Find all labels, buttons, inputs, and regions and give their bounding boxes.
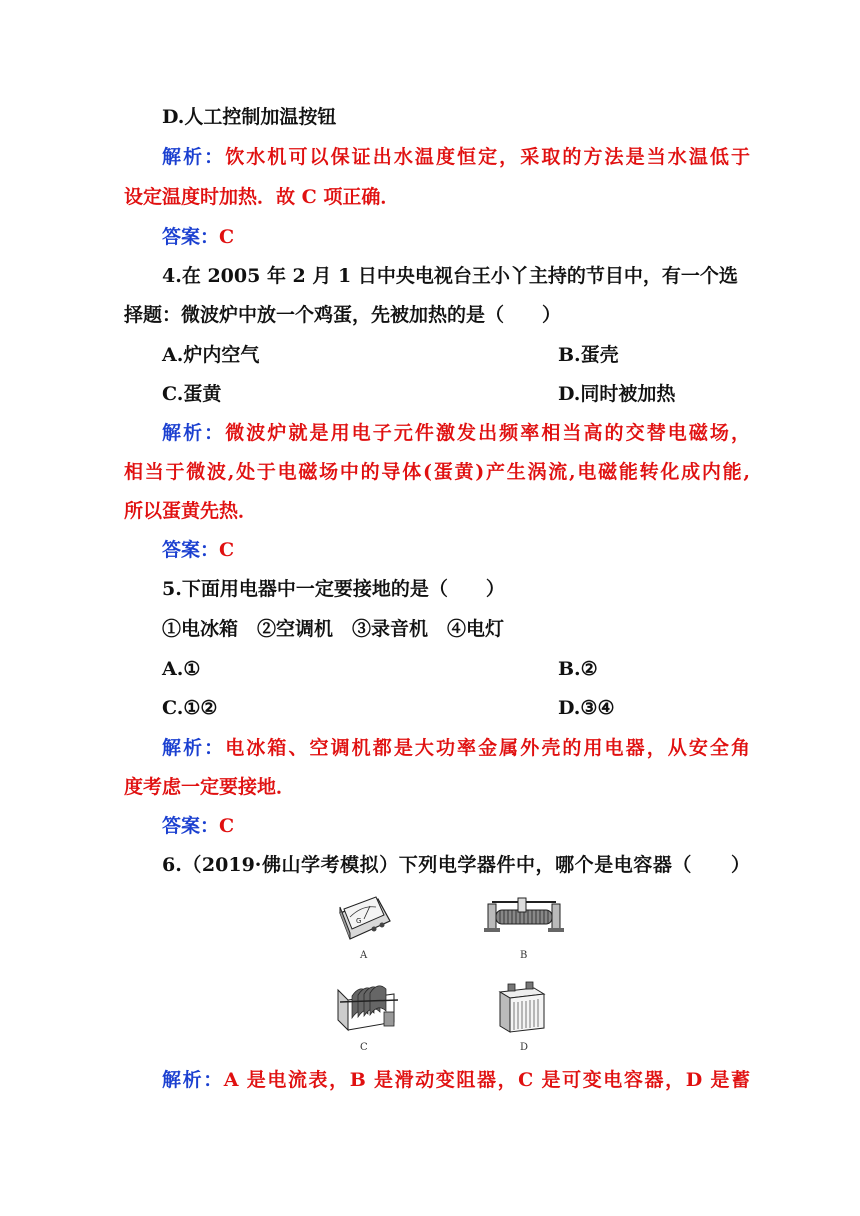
q6-stem: 6.（2019·佛山学考模拟）下列电学器件中，哪个是电容器（ ） (162, 854, 750, 876)
answer-label: 答案： (162, 815, 220, 837)
answer-value: C (219, 815, 235, 837)
analysis-text: 电冰箱、空调机都是大功率金属外壳的用电器，从安全角 (225, 737, 750, 759)
q4-option-d: D.同时被加热 (558, 383, 676, 405)
q3-analysis-line-2: 设定温度时加热．故 C 项正确． (124, 186, 400, 208)
answer-value: C (219, 226, 235, 248)
answer-value: C (219, 539, 235, 561)
q5-stem: 5.下面用电器中一定要接地的是（ ） (162, 578, 505, 600)
answer-label: 答案： (162, 539, 220, 561)
q4-analysis-line-2: 相当于微波,处于电磁场中的导体(蛋黄)产生涡流,电磁能转化成内能, (124, 461, 750, 483)
q5-option-d: D.③④ (558, 697, 615, 719)
answer-label: 答案： (162, 226, 220, 248)
analysis-text: 微波炉就是用电子元件激发出频率相当高的交替电磁场， (225, 422, 750, 444)
q4-option-a: A.炉内空气 (162, 344, 260, 366)
figure-label-d: D (520, 1042, 529, 1053)
variable-capacitor-figure (334, 980, 404, 1036)
analysis-label: 解析： (162, 737, 226, 759)
q4-option-c: C.蛋黄 (162, 383, 222, 405)
q4-analysis-line-3: 所以蛋黄先热． (124, 500, 258, 522)
q5-analysis-line-2: 度考虑一定要接地． (124, 776, 296, 798)
analysis-text: 饮水机可以保证出水温度恒定，采取的方法是当水温低于 (225, 146, 750, 168)
q3-analysis-line-1 (162, 138, 750, 176)
galvanometer-letter: G (356, 917, 362, 925)
analysis-label: 解析： (162, 1069, 224, 1091)
q5-analysis-line-1 (162, 729, 750, 767)
figure-label-a: A (360, 950, 368, 961)
figure-label-c: C (360, 1042, 368, 1053)
q5-option-c: C.①② (162, 697, 218, 719)
q4-stem-line-1: 4.在 2005 年 2 月 1 日中央电视台王小丫主持的节目中，有一个选 (162, 265, 738, 287)
figure-label-b: B (520, 950, 528, 961)
q5-items: ①电冰箱 ②空调机 ③录音机 ④电灯 (162, 618, 505, 640)
q4-option-b: B.蛋壳 (558, 344, 619, 366)
q4-analysis-line-1 (162, 414, 750, 452)
analysis-label: 解析： (162, 146, 226, 168)
q5-options-row-2 (162, 689, 750, 727)
q6-analysis-line-1 (162, 1061, 750, 1099)
q3-option-d: D.人工控制加温按钮 (162, 106, 337, 128)
rheostat-figure (484, 896, 564, 936)
q5-options-row-1 (162, 650, 750, 688)
q4-stem-line-2: 择题：微波炉中放一个鸡蛋，先被加热的是（ ） (124, 304, 562, 326)
analysis-label: 解析： (162, 422, 226, 444)
q5-option-b: B.② (558, 658, 598, 680)
q3-answer (162, 218, 750, 256)
analysis-text: A 是电流表，B 是滑动变阻器，C 是可变电容器，D 是蓄 (223, 1069, 750, 1091)
q4-answer (162, 531, 750, 569)
q5-option-a: A.① (162, 658, 201, 680)
battery-figure (494, 978, 550, 1034)
q4-options-row-2 (162, 375, 750, 413)
q5-answer (162, 807, 750, 845)
q4-options-row-1 (162, 336, 750, 374)
galvanometer-figure (334, 893, 394, 943)
